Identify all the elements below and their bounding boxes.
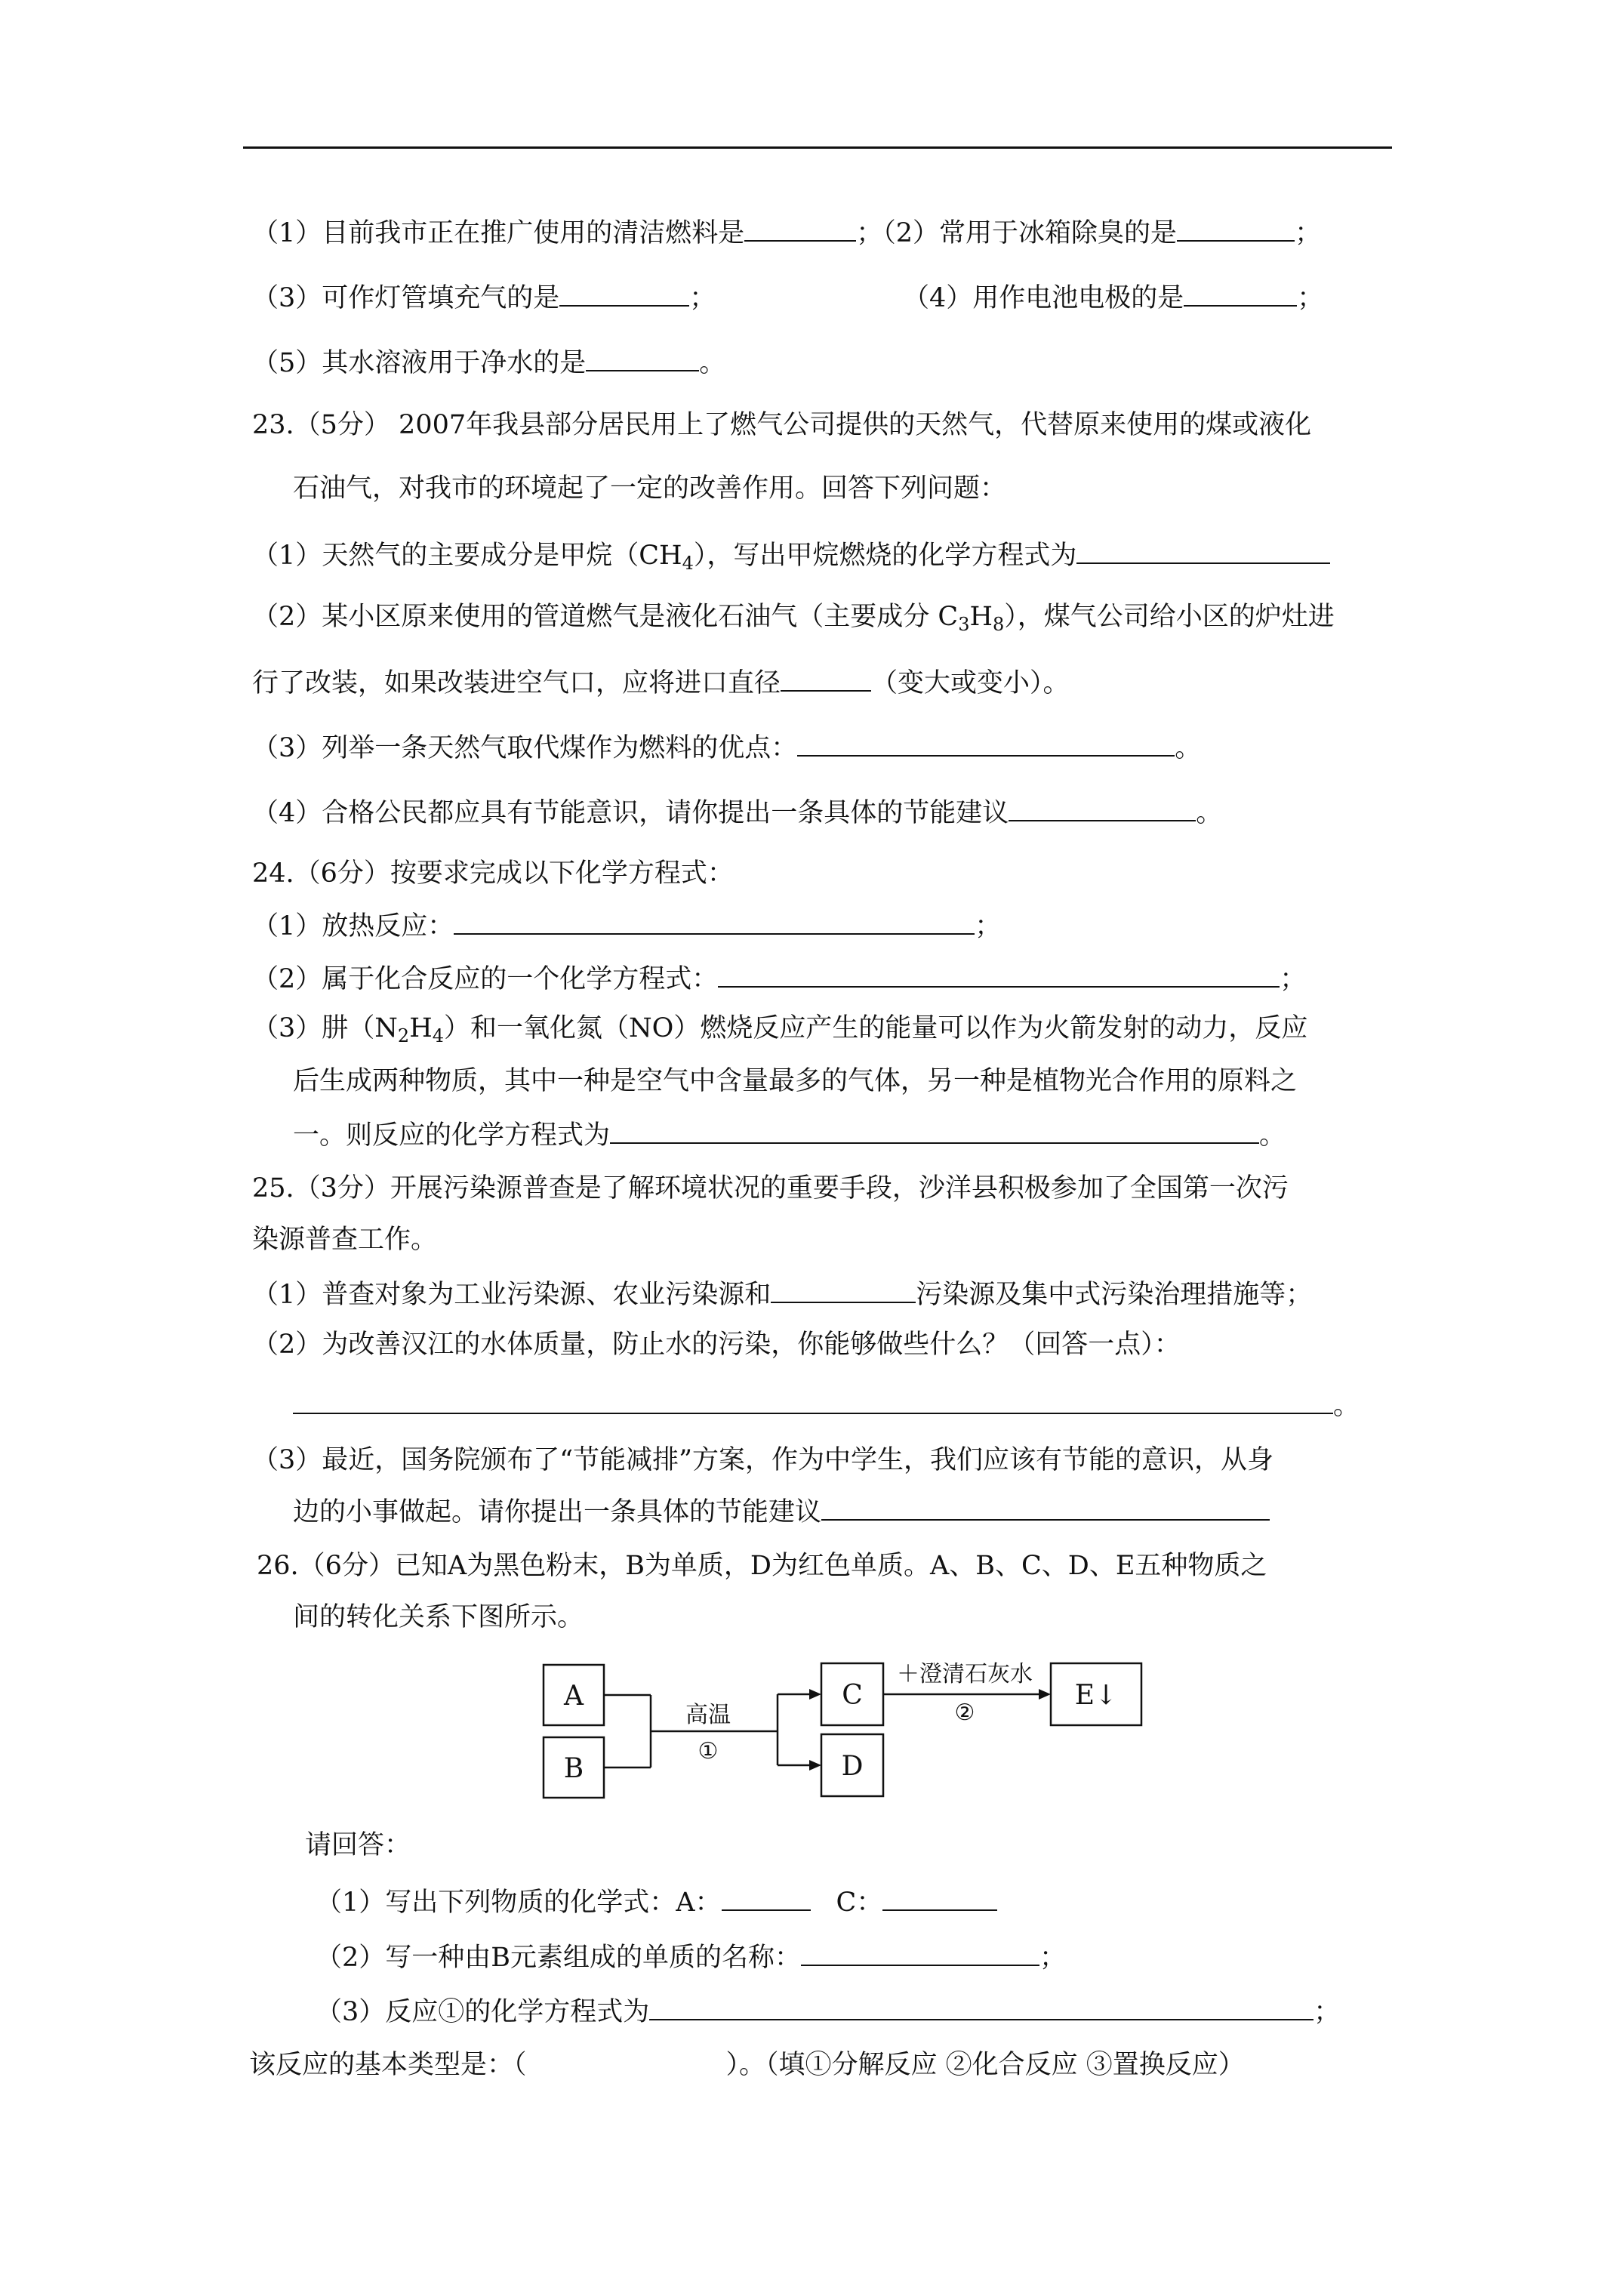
- answer-blank[interactable]: [610, 1115, 1259, 1144]
- q26-line-3: （3）反应①的化学方程式为 ；: [316, 1992, 1340, 2030]
- q25-line-2-answer: 。: [293, 1385, 1360, 1424]
- q26-ask: 请回答：: [305, 1830, 411, 1860]
- q23-line-4: （4）合格公民都应具有节能意识，请你提出一条具体的节能建议 。: [252, 793, 1222, 831]
- q22-line-1: （1）目前我市正在推广使用的清洁燃料是 ；（2）常用于冰箱除臭的是 ；: [252, 213, 1321, 251]
- q24-line-3-cont: 后生成两种物质，其中一种是空气中含量最多的气体，另一种是植物光合作用的原料之: [293, 1066, 1298, 1096]
- answer-blank[interactable]: [718, 959, 1280, 988]
- q26-heading-cont: 间的转化关系下图所示。: [293, 1602, 584, 1632]
- q25-line-3-cont: 边的小事做起。请你提出一条具体的节能建议: [293, 1492, 1270, 1530]
- answer-blank[interactable]: [586, 343, 699, 371]
- q23-line-1: （1）天然气的主要成分是甲烷$(CH_4)$，写出甲烷燃烧的化学方程式为: [252, 535, 1330, 581]
- answer-blank[interactable]: [1076, 535, 1330, 564]
- q24-heading: 24.（6分）按要求完成以下化学方程式：: [252, 858, 734, 889]
- q24-line-1: （1）放热反应： ；: [252, 906, 1001, 945]
- answer-blank[interactable]: [1177, 213, 1295, 242]
- q22-line-3: （3）可作灯管填充气的是 ；: [252, 278, 716, 316]
- q26-line-1: （1）写出下列物质的化学式：A： C：: [316, 1882, 997, 1921]
- answer-blank[interactable]: [1184, 278, 1297, 307]
- q26-heading: 26.（6分）已知A为黑色粉末，B为单质，D为红色单质。A、B、C、D、E五种物质之: [257, 1551, 1267, 1581]
- label-a: A: [564, 1681, 584, 1712]
- q23-line-3: （3）列举一条天然气取代煤作为燃料的优点： 。: [252, 728, 1201, 766]
- header-rule: [243, 146, 1392, 149]
- q24-line-3: （3）肼$(N_2H_4)$和一氧化氮（NO）燃烧反应产生的能量可以作为火箭发射的动力，反应: [252, 1013, 1308, 1046]
- q25-line-1: （1）普查对象为工业污染源、农业污染源和 污染源及集中式污染治理措施等；: [252, 1274, 1312, 1313]
- answer-blank[interactable]: [722, 1882, 811, 1911]
- answer-blank[interactable]: [649, 1992, 1313, 2020]
- q24-line-3-end: 一。则反应的化学方程式为 。: [293, 1115, 1286, 1154]
- answer-blank[interactable]: [559, 278, 689, 307]
- reaction-number-2: ②: [954, 1700, 975, 1726]
- answer-blank[interactable]: [781, 663, 871, 692]
- answer-blank[interactable]: [797, 728, 1175, 757]
- q25-line-2: （2）为改善汉江的水体质量，防止水的污染，你能够做些什么？（回答一点）：: [252, 1330, 1181, 1360]
- condition-limewater: ＋澄清石灰水: [897, 1661, 1033, 1687]
- q26-reaction-type: 该反应的基本类型是：（ ）。（填①分解反应 ②化合反应 ③置换反应）: [249, 2050, 1245, 2080]
- q22-line-4: （4）用作电池电极的是 ；: [903, 278, 1323, 316]
- q22-line-5: （5）其水溶液用于净水的是 。: [252, 343, 725, 381]
- reaction-number-1: ①: [698, 1738, 719, 1764]
- answer-blank[interactable]: [293, 1385, 1333, 1414]
- answer-blank[interactable]: [454, 906, 975, 935]
- q23-line-2-cont: 行了改装，如果改装进空气口，应将进口直径 （变大或变小）。: [252, 663, 1070, 701]
- reaction-flow-diagram: [528, 1650, 1147, 1823]
- label-c: C: [842, 1680, 863, 1711]
- condition-high-temp: 高温: [685, 1702, 731, 1728]
- label-e: E↓: [1074, 1680, 1118, 1711]
- q25-line-3: （3）最近，国务院颁布了“节能减排”方案，作为中学生，我们应该有节能的意识，从身: [252, 1445, 1274, 1475]
- q24-line-2: （2）属于化合反应的一个化学方程式： ；: [252, 959, 1306, 997]
- answer-blank[interactable]: [882, 1882, 997, 1911]
- label-b: B: [563, 1753, 584, 1784]
- q23-heading-cont: 石油气，对我市的环境起了一定的改善作用。回答下列问题：: [293, 473, 1007, 504]
- q25-heading: 25.（3分）开展污染源普查是了解环境状况的重要手段，沙洋县积极参加了全国第一次污: [252, 1173, 1289, 1203]
- answer-blank[interactable]: [801, 1937, 1039, 1966]
- label-d: D: [841, 1751, 864, 1782]
- answer-blank[interactable]: [1009, 793, 1196, 821]
- q23-line-2: （2）某小区原来使用的管道燃气是液化石油气（主要成分 $C_3H_8$），煤气公司给小区的炉灶进: [252, 602, 1335, 635]
- answer-blank[interactable]: [771, 1274, 916, 1303]
- answer-blank[interactable]: [744, 213, 856, 242]
- answer-blank[interactable]: [821, 1492, 1270, 1521]
- q26-line-2: （2）写一种由B元素组成的单质的名称： ；: [316, 1937, 1066, 1976]
- q25-heading-cont: 染源普查工作。: [252, 1225, 438, 1255]
- q23-heading: 23.（5分） 2007年我县部分居民用上了燃气公司提供的天然气，代替原来使用的煤或液化: [252, 410, 1312, 440]
